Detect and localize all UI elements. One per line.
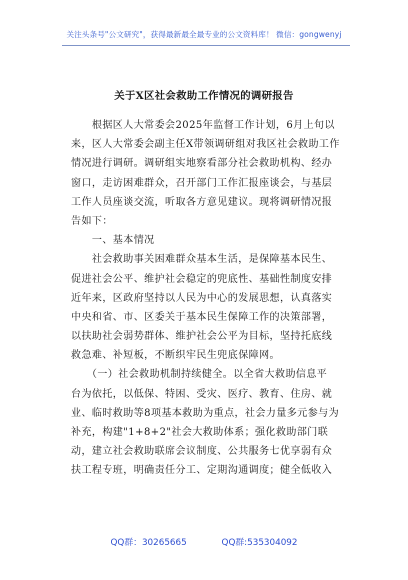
body-line: 中央和省、市、区委关于基本民生保障工作的决策部署， [71, 311, 333, 323]
footer-qq-groups [0, 535, 408, 548]
body-line: 促进社会公平、维护社会稳定的兜底性、基础性制度安排 [71, 273, 333, 285]
document-title: 关于X区社会救助工作情况的调研报告 [114, 90, 294, 102]
footer-qq-1: QQ群：30265665 [110, 538, 187, 548]
body-line: 扶工程专班，明确责任分工、定期沟通调度；健全低收入 [71, 465, 333, 477]
body-line: 以扶助社会弱势群体、维护社会公平为目标，坚持托底线 [71, 331, 333, 343]
body-line: 社会救助事关困难群众基本生活，是保障基本民生、 [71, 254, 333, 266]
body-line: 告如下： [71, 215, 113, 227]
body-line: 补充，构建"1+8+2"社会大救助体系；强化救助部门联 [71, 427, 329, 438]
body-line: 业、临时救助等8项基本救助为重点，社会力量多元参与为 [71, 407, 340, 419]
body-line: 根据区人大常委会2025年监督工作计划，6月上旬以 [71, 120, 335, 131]
section-heading: 一、基本情况 [71, 235, 155, 247]
body-line: 近年来，区政府坚持以人民为中心的发展思想，认真落实 [71, 292, 333, 304]
body-line: 动，建立社会救助联席会议制度、公共服务七优享弱有众 [71, 446, 333, 458]
body-line: 窗口，走访困难群众，召开部门工作汇报座谈会，与基层 [71, 177, 333, 189]
body-line: 工作人员座谈交流，听取各方意见建议。现将调研情况报 [71, 196, 333, 208]
body-line: 情况进行调研。调研组实地察看部分社会救助机构、经办 [71, 158, 333, 170]
body-line: （一）社会救助机制持续健全。以全省大救助信息平 [71, 369, 328, 381]
document-body [71, 116, 344, 481]
body-line: 救急难、补短板，不断织牢民生兜底保障网。 [71, 350, 280, 362]
header-divider [62, 45, 350, 46]
body-line: 来，区人大常委会副主任X带领调研组对我区社会救助工作 [71, 139, 340, 151]
body-line: 台为依托，以低保、特困、受灾、医疗、教育、住房、就 [71, 388, 333, 400]
footer-qq-2: QQ群:535304092 [221, 538, 298, 548]
header-note: 关注头条号"公文研究"，获得最新最全最专业的公文资料库！ 微信：gongwenyj [66, 30, 342, 39]
